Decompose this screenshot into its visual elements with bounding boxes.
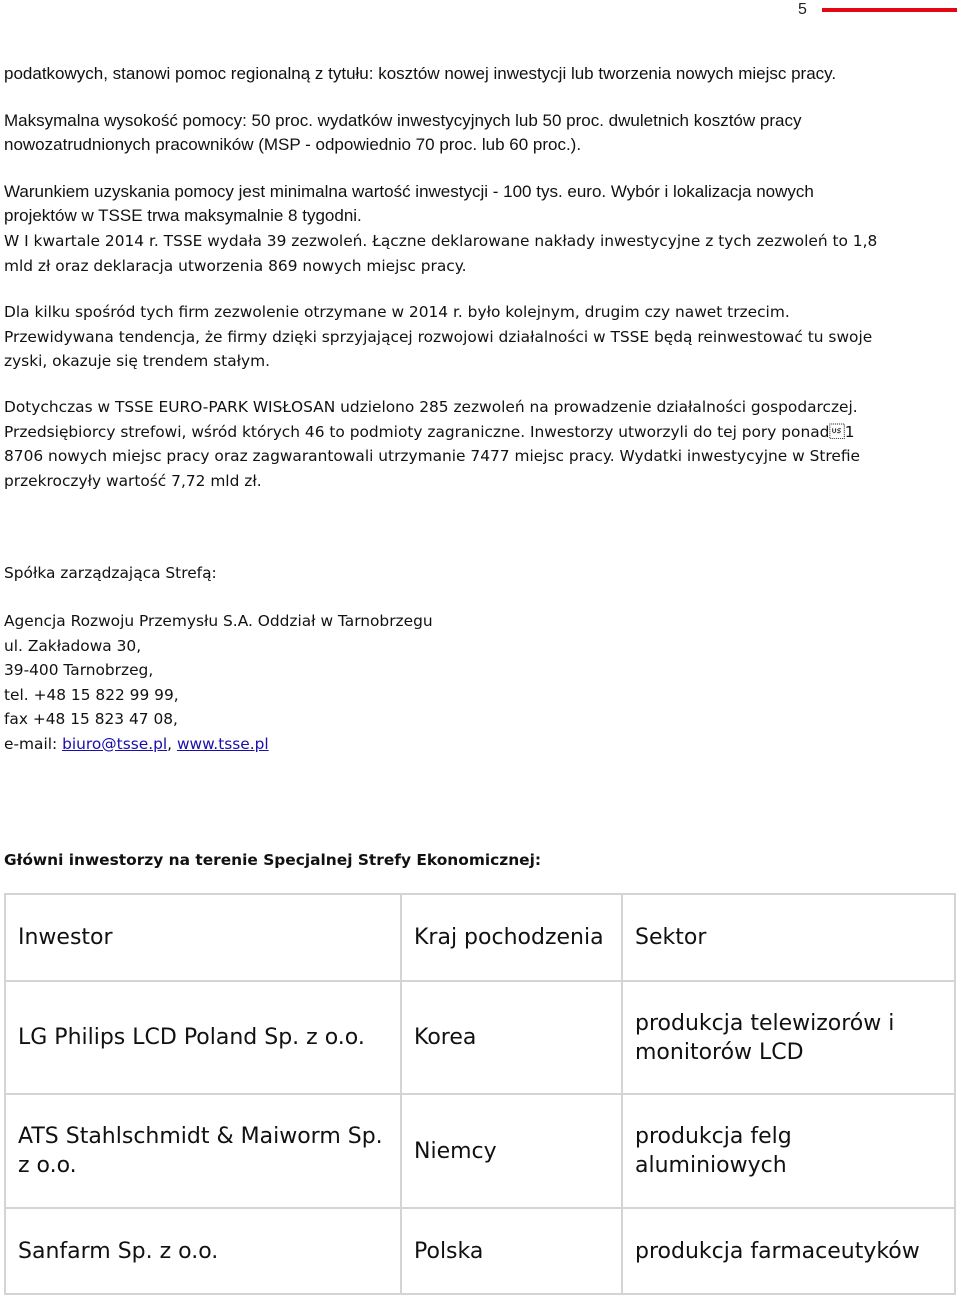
- sector-text: produkcja telewizorów i: [635, 1010, 895, 1036]
- country-cell: Korea: [401, 981, 622, 1094]
- company-address-block: [4, 609, 956, 756]
- company-city: 39-400 Tarnobrzeg,: [4, 661, 154, 679]
- sector-cell: [622, 981, 955, 1094]
- condition-paragraph: [4, 180, 956, 228]
- investor-cell: [5, 981, 401, 1094]
- summary-line: przekroczyły wartość 7,72 mld zł.: [4, 471, 262, 490]
- q2014-line: W I kwartale 2014 r. TSSE wydała 39 zezwoleń. Łączne deklarowane nakłady inwestycyjne z tych zezwoleń to 1,8: [4, 232, 878, 250]
- firms-line: Przewidywana tendencja, że firmy dzięki sprzyjającej rozwojowi działalności w TSSE będą reinwestować tu swoje: [4, 327, 873, 346]
- summary-line: 8706 nowych miejsc pracy oraz zagwarantowali utrzymanie 7477 miejsc pracy. Wydatki inwestycyjne w Strefie: [4, 447, 861, 465]
- company-street: ul. Zakładowa 30,: [4, 636, 142, 655]
- investor-name: z o.o.: [18, 1153, 77, 1178]
- condition-line: projektów w TSSE trwa maksymalnie 8 tygodni.: [4, 206, 362, 225]
- max-aid-line: Maksymalna wysokość pomocy: 50 proc. wydatków inwestycyjnych lub 50 proc. dwuletnich kosztów pracy: [4, 111, 802, 130]
- investor-cell: [5, 1208, 401, 1294]
- summary-paragraph: [4, 395, 956, 493]
- summary-line: Przedsiębiorcy strefowi, wśród których 46 to podmioty zagraniczne. Inwestorzy utworzyli do tej pory ponad 1: [4, 422, 855, 441]
- sector-text: monitorów LCD: [635, 1039, 804, 1065]
- investor-name: Sanfarm Sp. z o.o.: [18, 1238, 219, 1264]
- investors-heading: [4, 848, 956, 873]
- q2014-paragraph: [4, 229, 956, 278]
- column-header-country: Kraj pochodzenia: [401, 894, 622, 981]
- sector-text: produkcja farmaceutyków: [635, 1238, 920, 1264]
- email-link[interactable]: biuro@tsse.pl: [62, 734, 168, 753]
- email-label: e-mail:: [4, 734, 63, 753]
- country-cell: Niemcy: [401, 1094, 622, 1208]
- investors-heading-text: Główni inwestorzy na terenie Specjalnej Strefy Ekonomicznej:: [4, 851, 542, 869]
- intro-paragraph: [4, 62, 956, 86]
- sector-cell: [622, 1094, 955, 1208]
- table-header-row: [5, 894, 955, 981]
- intro-line: podatkowych, stanowi pomoc regionalną z tytułu: kosztów nowej inwestycji lub tworzenia nowych miejsc pracy.: [4, 64, 837, 83]
- company-heading-text: Spółka zarządzająca Strefą:: [4, 564, 217, 582]
- firms-paragraph: [4, 300, 956, 374]
- summary-line: Dotychczas w TSSE EURO-PARK WISŁOSAN udzielono 285 zezwoleń na prowadzenie działalności gospodarczej.: [4, 398, 858, 416]
- page-number: 5: [798, 1, 807, 18]
- sector-text: aluminiowych: [635, 1153, 787, 1178]
- column-header-sector: Sektor: [622, 894, 955, 981]
- max-aid-paragraph: [4, 109, 956, 157]
- company-phone: tel. +48 15 822 99 99,: [4, 685, 179, 704]
- country-cell: Polska: [401, 1208, 622, 1294]
- company-contact-line: [4, 732, 956, 757]
- company-heading: [4, 561, 956, 586]
- q2014-line: mld zł oraz deklaracja utworzenia 869 nowych miejsc pracy.: [4, 256, 467, 275]
- website-link[interactable]: www.tsse.pl: [176, 734, 269, 753]
- investors-table: [4, 893, 956, 1295]
- firms-line: zyski, okazuje się trendem stałym.: [4, 352, 271, 370]
- header-accent-bar: [822, 8, 957, 12]
- condition-line: Warunkiem uzyskania pomocy jest minimalna wartość inwestycji - 100 tys. euro. Wybór i lokalizacja nowych: [4, 182, 814, 201]
- max-aid-line: nowozatrudnionych pracowników (MSP - odpowiednio 70 proc. lub 60 proc.).: [4, 135, 582, 154]
- firms-line: Dla kilku spośród tych firm zezwolenie otrzymane w 2014 r. było kolejnym, drugim czy nawet trzecim.: [4, 303, 790, 321]
- investor-cell: [5, 1094, 401, 1208]
- contact-separator: ,: [167, 734, 177, 753]
- company-fax: fax +48 15 823 47 08,: [4, 710, 178, 728]
- company-name: Agencja Rozwoju Przemysłu S.A. Oddział w Tarnobrzegu: [4, 612, 433, 630]
- investor-name: LG Philips LCD Poland Sp. z o.o.: [18, 1025, 365, 1050]
- table-row: [5, 1094, 955, 1208]
- column-header-investor: Inwestor: [5, 894, 401, 981]
- sector-cell: [622, 1208, 955, 1294]
- table-row: [5, 1208, 955, 1294]
- table-row: [5, 981, 955, 1094]
- sector-text: produkcja felg: [635, 1124, 792, 1149]
- investor-name: ATS Stahlschmidt & Maiworm Sp.: [18, 1124, 383, 1149]
